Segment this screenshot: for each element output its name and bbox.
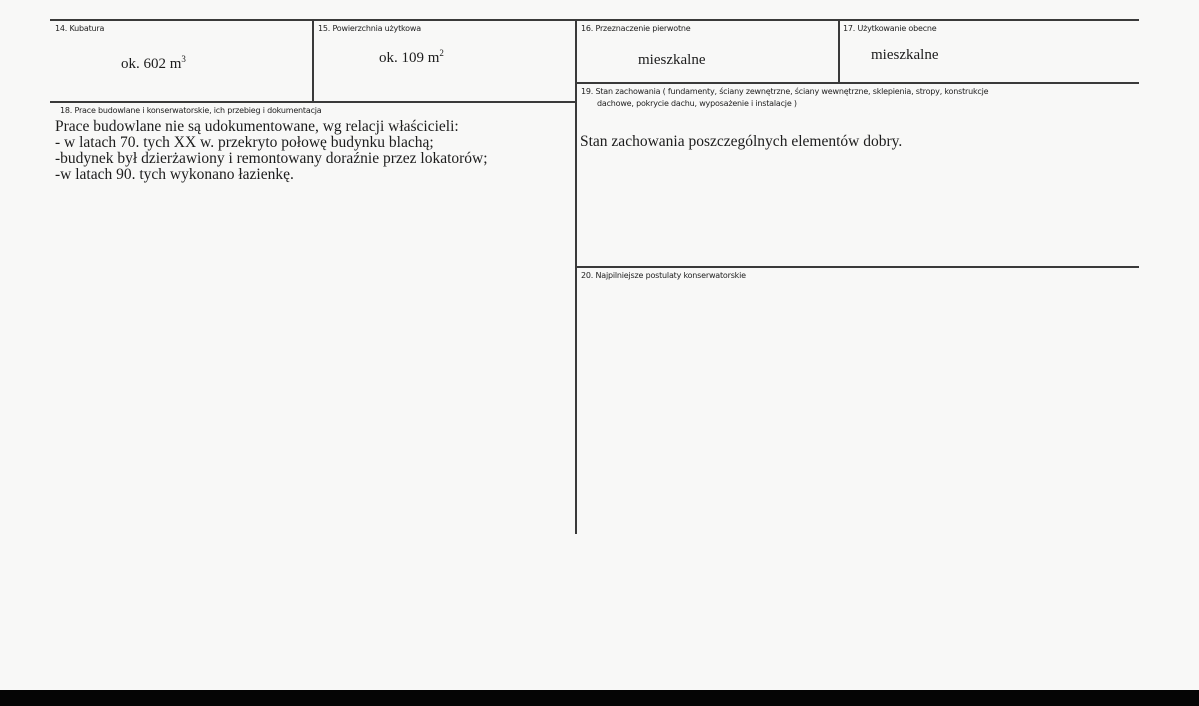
field-16-label: 16. Przeznaczenie pierwotne [581, 24, 691, 33]
field-18-label: 18. Prace budowlane i konserwatorskie, ich przebieg i dokumentacja [60, 106, 322, 115]
field-15-value [379, 48, 444, 67]
divider [575, 19, 577, 534]
field-15-value-text: ok. 109 m [379, 50, 440, 66]
divider [576, 266, 1139, 268]
field-15-unit-exp: 2 [439, 48, 444, 58]
field-14-value [121, 54, 186, 73]
field-17-value: mieszkalne [871, 47, 939, 63]
field-18-line: Prace budowlane nie są udokumentowane, wg relacji właścicieli: [55, 118, 459, 135]
divider [50, 19, 1139, 21]
field-19-label-line2: dachowe, pokrycie dachu, wyposażenie i instalacje ) [597, 99, 797, 108]
field-18-line: - w latach 70. tych XX w. przekryto połowę budynku blachą; [55, 134, 434, 151]
field-15-label: 15. Powierzchnia użytkowa [318, 24, 421, 33]
field-18-line: -budynek był dzierżawiony i remontowany doraźnie przez lokatorów; [55, 150, 488, 167]
field-14-value-text: ok. 602 m [121, 56, 182, 72]
divider [838, 19, 840, 83]
scan-border [0, 690, 1199, 706]
divider [576, 82, 1139, 84]
field-18-line: -w latach 90. tych wykonano łazienkę. [55, 166, 294, 183]
field-18-text [55, 119, 488, 183]
field-19-value: Stan zachowania poszczególnych elementów dobry. [580, 133, 903, 150]
divider [312, 19, 314, 102]
field-20-label: 20. Najpilniejsze postulaty konserwatorskie [581, 271, 746, 280]
field-16-value: mieszkalne [638, 52, 706, 68]
field-19-label-line1: 19. Stan zachowania ( fundamenty, ściany zewnętrzne, ściany wewnętrzne, sklepienia, stropy, konstrukcje [581, 87, 989, 96]
field-14-unit-exp: 3 [181, 54, 186, 64]
field-17-label: 17. Użytkowanie obecne [843, 24, 937, 33]
field-14-label: 14. Kubatura [55, 24, 105, 33]
